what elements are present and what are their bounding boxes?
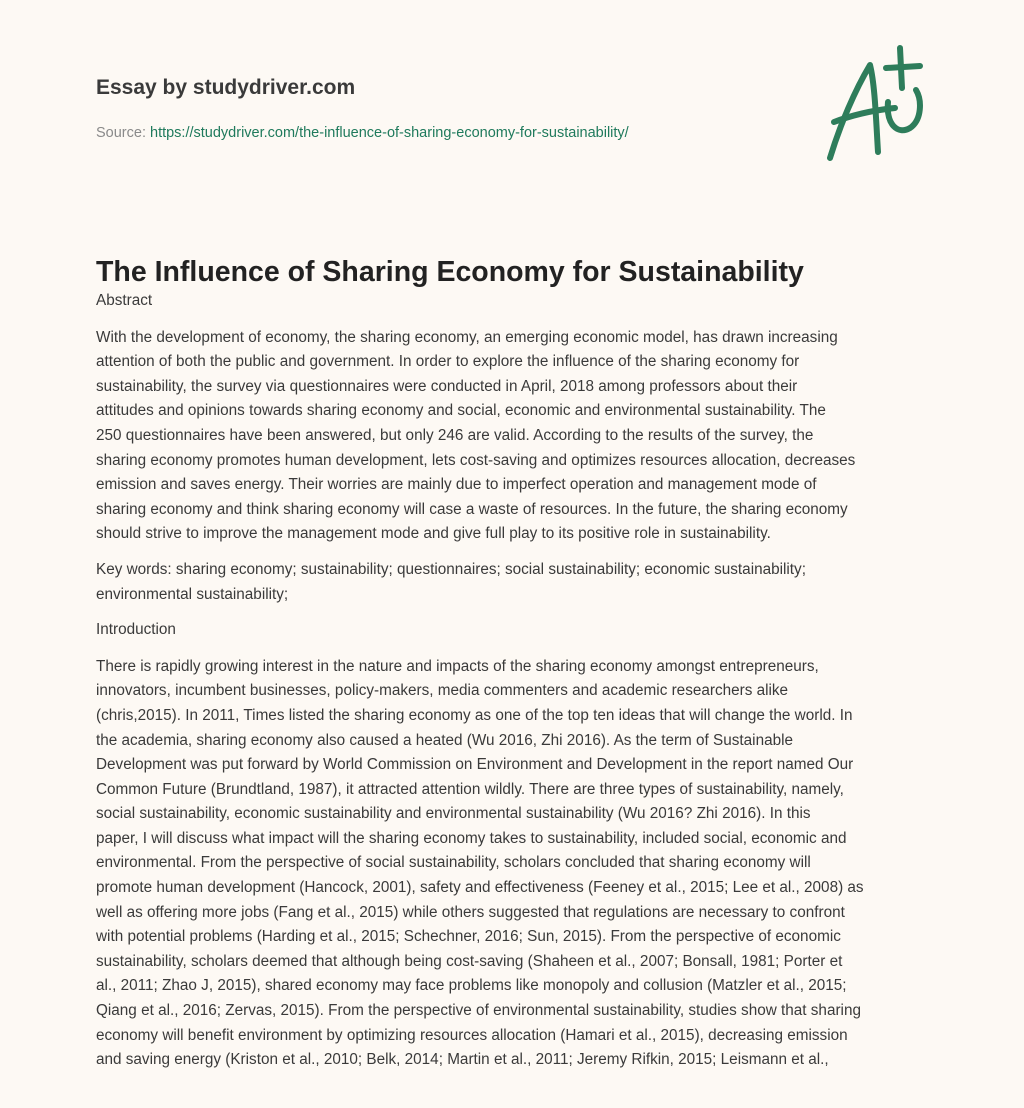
introduction-paragraph [96,655,976,1073]
text-line: al., 2011; Zhao J, 2015), shared economy may face problems like monopoly and collusion (Matzler et al., 2015; [96,977,847,995]
text-line: promote human development (Hancock, 2001), safety and effectiveness (Feeney et al., 2015; Lee et al., 2008) as [96,879,864,897]
text-line: Development was put forward by World Commission on Environment and Development in the report named Our [96,756,854,774]
abstract-paragraph [96,326,976,547]
keywords-paragraph [96,558,976,607]
text-line: with potential problems (Harding et al., 2015; Schechner, 2016; Sun, 2015). From the perspective of economic [96,928,841,946]
text-line: should strive to improve the management mode and give full play to its positive role in sustainability. [96,525,771,543]
text-line: With the development of economy, the sharing economy, an emerging economic model, has drawn increasing [96,328,838,346]
section-heading-introduction: Introduction [96,621,176,639]
essay-title: The Influence of Sharing Economy for Sustainability [96,256,804,288]
text-line: innovators, incumbent businesses, policy-makers, media commenters and academic researchers alike [96,682,789,700]
text-line: sharing economy promotes human development, lets cost-saving and optimizes resources allocation, decreases [96,451,856,469]
text-line: sustainability, the survey via questionnaires were conducted in April, 2018 among professors about their [96,377,798,395]
text-line: There is rapidly growing interest in the nature and impacts of the sharing economy amongst entrepreneurs, [96,657,819,675]
source-line [96,125,629,141]
section-heading-abstract: Abstract [96,292,153,309]
text-line: emission and saves energy. Their worries are mainly due to imperfect operation and management mode of [96,476,817,494]
text-line: environmental. From the perspective of social sustainability, scholars concluded that sharing economy will [96,854,811,872]
a-plus-logo-icon [820,40,930,165]
text-line: attention of both the public and government. In order to explore the influence of the sharing economy for [96,353,800,371]
text-line: Key words: sharing economy; sustainability; questionnaires; social sustainability; economic sustainability; [96,560,806,578]
text-line: Qiang et al., 2016; Zervas, 2015). From the perspective of environmental sustainability, studies show that sharing [96,1002,861,1020]
text-line: Common Future (Brundtland, 1987), it attracted attention wildly. There are three types of sustainability, namely, [96,780,844,798]
text-line: and saving energy (Kriston et al., 2010; Belk, 2014; Martin et al., 2011; Jeremy Rifkin, 2015; Leismann et al., [96,1051,829,1069]
text-line: sharing economy and think sharing economy will case a waste of resources. In the future, the sharing economy [96,500,848,518]
text-line: attitudes and opinions towards sharing economy and social, economic and environmental sustainability. The [96,402,826,420]
text-line: environmental sustainability; [96,585,289,603]
text-line: the academia, sharing economy also caused a heated (Wu 2016, Zhi 2016). As the term of Sustainable [96,731,793,749]
source-link[interactable]: https://studydriver.com/the-influence-of-sharing-economy-for-sustainability/ [150,125,629,141]
text-line: sustainability, scholars deemed that although being cost-saving (Shaheen et al., 2007; Bonsall, 1981; Porter et [96,952,843,970]
text-line: paper, I will discuss what impact will the sharing economy takes to sustainability, included social, economic and [96,829,847,847]
text-line: well as offering more jobs (Fang et al., 2015) while others suggested that regulations are necessary to confront [96,903,845,921]
site-brand: Essay by studydriver.com [96,76,356,99]
source-label: Source: [96,125,150,141]
essay-body [96,289,976,1084]
text-line: economy will benefit environment by optimizing resources allocation (Hamari et al., 2015), decreasing emission [96,1026,848,1044]
text-line: (chris,2015). In 2011, Times listed the sharing economy as one of the top ten ideas that will change the world. In [96,706,853,724]
text-line: social sustainability, economic sustainability and environmental sustainability (Wu 2016? Zhi 2016). In this [96,805,811,823]
text-line: 250 questionnaires have been answered, but only 246 are valid. According to the results of the survey, the [96,426,814,444]
